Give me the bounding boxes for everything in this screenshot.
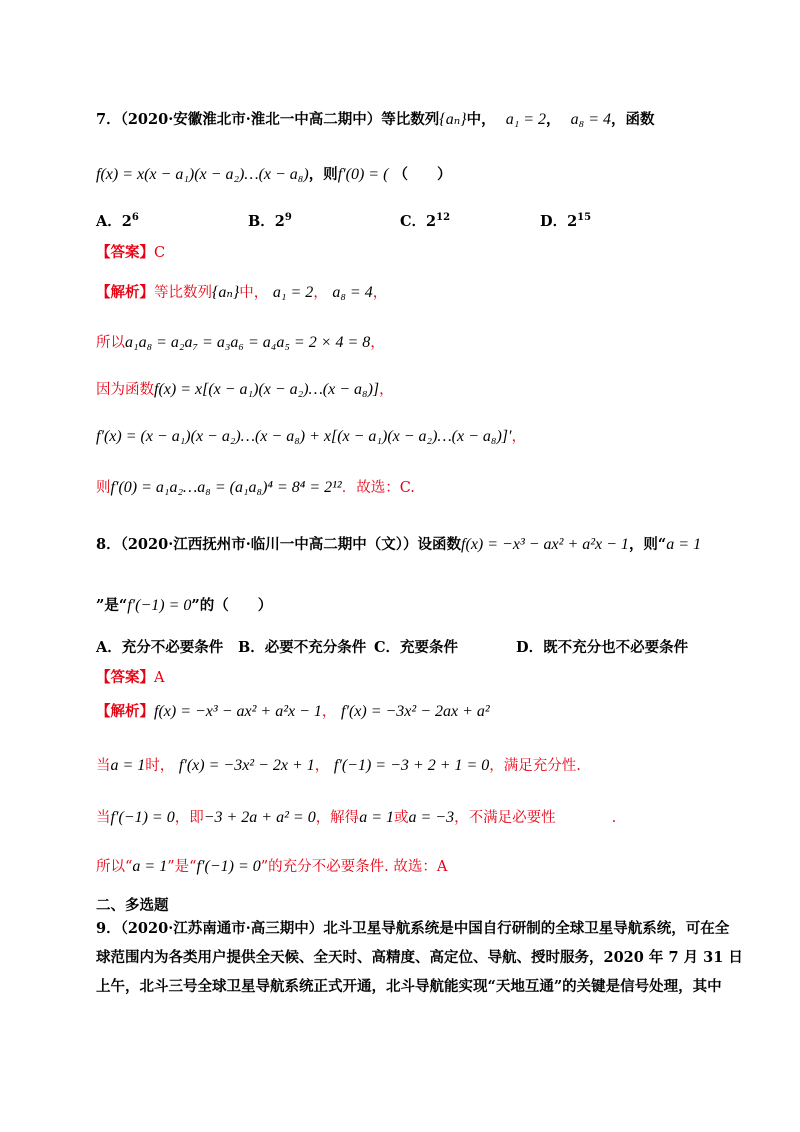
math: f′(0) = a₁a₂…a₈ = (a₁a₈)⁴ = 8⁴ = 2¹²	[110, 479, 342, 496]
q9-line-2: 球范围内为各类用户提供全天候、全天时、高精度、高定位、导航、授时服务，2020 年 7 月 31 日	[96, 949, 743, 966]
q8-option-b: B．必要不充分条件	[238, 639, 367, 656]
text: 时，	[145, 758, 175, 774]
math: {aₙ}	[212, 284, 240, 301]
math: a = 1	[110, 757, 146, 774]
math: f(x) = −x³ − ax² + a²x − 1	[154, 703, 322, 720]
math: f′(−1) = 0	[196, 858, 261, 875]
q7-option-a: A．$2^6$	[96, 212, 139, 230]
text: ，	[379, 382, 394, 398]
q7-analysis-line-2	[96, 331, 385, 352]
q8-analysis-tag: 【解析】	[96, 703, 154, 720]
text: 则	[96, 480, 111, 496]
math: a = −3	[408, 809, 455, 826]
text: 中，	[239, 285, 269, 301]
q8-options	[96, 636, 688, 657]
text: 当	[96, 758, 111, 774]
q8-analysis-line-1	[96, 700, 490, 721]
text: .	[611, 810, 617, 826]
text: 所以	[96, 335, 125, 351]
text: ，	[313, 285, 328, 301]
q7-analysis-tag: 【解析】	[96, 284, 154, 301]
q7-answer-tag: 【答案】	[96, 244, 154, 261]
q8-analysis-line-3	[96, 806, 616, 827]
text: ，	[321, 704, 337, 720]
math: f′(−1) = 0	[127, 597, 192, 614]
math: a₁ = 2	[272, 284, 314, 301]
q7-stem-text: 等比数列	[381, 111, 440, 128]
q9-stem	[96, 914, 743, 1001]
math: f′(x) = −3x² − 2x + 1	[178, 757, 315, 774]
q8-stem-line	[96, 533, 701, 554]
math: a = 1	[359, 809, 394, 826]
q7-function-line	[96, 163, 451, 184]
text: ，不满足必要性	[454, 810, 556, 826]
q7-stem-text-c: ，函数	[611, 111, 655, 128]
q8-option-d: D．既不充分也不必要条件	[516, 639, 689, 656]
text: 所以“	[96, 859, 133, 875]
q7-option-b: B．$2^9$	[248, 212, 292, 230]
q7-seq: {aₙ}	[439, 111, 467, 128]
q8-option-a: A．充分不必要条件	[96, 639, 224, 656]
q7-source: （2020·安徽淮北市·淮北一中高二期中）	[120, 111, 382, 128]
q7-function: f(x) = x(x − a₁)(x − a₂)…(x − a₈)	[96, 166, 309, 183]
q8-function: f(x) = −x³ − ax² + a²x − 1	[461, 536, 629, 553]
q7-option-d: D．$2^{15}$	[540, 212, 592, 230]
text: ”的充分不必要条件. 故选：A	[260, 859, 448, 875]
math: a = 1	[132, 858, 168, 875]
q8-analysis-line-4	[96, 855, 447, 876]
text: 当	[96, 810, 111, 826]
q7-analysis-line-5	[96, 476, 415, 497]
text: ”是“	[96, 597, 128, 614]
q9-line-3: 上午，北斗三号全球卫星导航系统正式开通，北斗导航能实现“天地互通”的关键是信号处理，其中	[96, 978, 722, 995]
q7-number: 7．	[96, 111, 121, 128]
math: f′(−1) = 0	[110, 809, 175, 826]
math: a = 1	[666, 536, 702, 553]
text: ．故选：C.	[341, 480, 415, 496]
section-title: 二、多选题	[96, 897, 169, 914]
q8-option-c: C．充要条件	[374, 639, 459, 656]
q7-cond1: a₁ = 2	[505, 111, 547, 128]
q8-stem-line-2	[96, 594, 272, 615]
q8-source: （2020·江西抚州市·临川一中高二期中（文））	[120, 536, 418, 553]
text: ”的（ ）	[191, 597, 273, 614]
q8-answer	[96, 666, 164, 687]
math: f(x) = x[(x − a₁)(x − a₂)…(x − a₈)]	[154, 381, 380, 398]
q9-line-1: 9．（2020·江苏南通市·高三期中）北斗卫星导航系统是中国自行研制的全球卫星导航系统，可在全	[96, 920, 730, 937]
q7-analysis-line-3	[96, 378, 394, 399]
q7-cond2: a₈ = 4	[570, 111, 612, 128]
text: ，则“	[628, 536, 667, 553]
q7-option-c: C．$2^{12}$	[400, 212, 451, 230]
q7-ask: f′(0) = (	[337, 166, 389, 183]
math: a₁a₈ = a₂a₇ = a₃a₆ = a₄a₅ = 2 × 4 = 8	[125, 334, 371, 351]
text: 因为函数	[96, 382, 154, 398]
math: −3 + 2a + a² = 0	[203, 809, 316, 826]
q8-answer-tag: 【答案】	[96, 669, 154, 686]
q8-answer-value: A	[154, 670, 165, 686]
q8-analysis-line-2	[96, 754, 581, 775]
math: f′(x) = (x − a₁)(x − a₂)…(x − a₈) + x[(x − a₁)(x − a₂)…(x − a₈)]′	[96, 428, 512, 445]
q7-stem-text-b: 中，	[466, 111, 496, 128]
text: ”是“	[167, 859, 197, 875]
q8-number: 8．	[96, 536, 121, 553]
text: 或	[393, 810, 409, 826]
math: f′(x) = −3x² − 2ax + a²	[341, 703, 490, 720]
q7-options	[96, 210, 591, 231]
q7-then: ，则	[308, 166, 338, 183]
text: 等比数列	[154, 285, 212, 301]
text: ，	[370, 335, 385, 351]
text: ，	[511, 429, 527, 445]
q7-answer-value: C	[154, 245, 166, 261]
q7-sep: ，	[546, 111, 561, 128]
math: a₈ = 4	[332, 284, 373, 301]
q7-answer	[96, 241, 165, 262]
q7-stem-line	[96, 108, 655, 129]
text: ，即	[174, 810, 204, 826]
q7-analysis-line-4	[96, 425, 526, 446]
math: f′(−1) = −3 + 2 + 1 = 0	[333, 757, 490, 774]
text: 设函数	[417, 536, 462, 553]
text: ，解得	[315, 810, 360, 826]
text: ，	[314, 758, 330, 774]
q7-blank: （ ）	[393, 166, 452, 183]
q7-analysis-line-1	[96, 281, 387, 302]
text: ，	[372, 285, 388, 301]
text: ，满足充分性.	[489, 758, 581, 774]
